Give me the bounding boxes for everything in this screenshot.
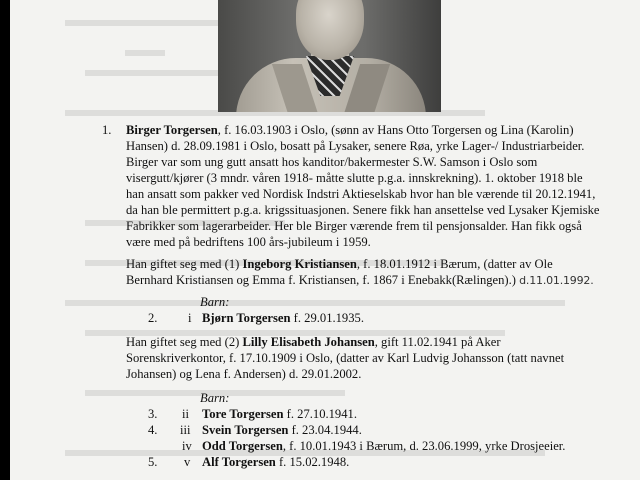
entry-line-8: være med på bedriftens 100 års-jubileum i 1959. [126, 235, 371, 249]
child-number: 2. [148, 311, 158, 325]
child-entry [202, 438, 565, 454]
child-text: f. 15.02.1948. [275, 455, 350, 469]
marriage-text: , f. 18.01.1912 i Bærum, (datter av Ole [356, 257, 553, 271]
child-entry [202, 454, 349, 470]
child-roman: iii [180, 423, 191, 437]
entry-line-2: Hansen) d. 28.09.1981 i Oslo, bosatt på Lysaker, senere Røa, yrke Lager-/ Industriarbeider. [126, 139, 585, 153]
marriage-prefix: Han giftet seg med (1) [126, 257, 243, 271]
marriage-1-line-2 [126, 272, 594, 289]
children-label: Barn: [200, 391, 230, 405]
portrait-photo [218, 0, 441, 112]
child-number: 5. [148, 455, 158, 469]
entry-line-5: han ansatt som pakker ved Nordisk Indstri Aktieselskab hvor han ble værende til 20.12.1941, [126, 187, 596, 201]
spouse-name: Ingeborg Kristiansen [242, 257, 357, 271]
marriage-prefix: Han giftet seg med (2) [126, 335, 243, 349]
child-roman: iv [182, 439, 192, 453]
child-roman: v [184, 455, 191, 469]
marriage-1-line-1 [126, 256, 553, 272]
entry-line-6: da han ble permittert p.g.a. krigssituasjonen. Senere fikk han ansettelse ved Lysaker Kjemiske [126, 203, 600, 217]
entry-number: 1. [102, 123, 112, 137]
entry-line-4: visergutt/kjører (3 mndr. våren 1918- måtte slutte p.g.a. innskrekning). 1. oktober 1918 ble [126, 171, 583, 185]
marriage-2-line-2: Sorenskriverkontor, f. 17.10.1909 i Oslo, (datter av Karl Ludvig Johansson (tatt navnet [126, 351, 565, 365]
child-name: Alf Torgersen [202, 455, 276, 469]
marriage-2-line-1 [126, 334, 501, 350]
spouse-name: Lilly Elisabeth Johansen [242, 335, 375, 349]
child-entry [202, 406, 357, 422]
marriage-text: Bernhard Kristiansen og Emma f. Kristiansen, f. 1867 i Enebakk(Rælingen).) [126, 273, 516, 287]
person-name: Birger Torgersen [126, 123, 218, 137]
child-entry [202, 422, 362, 438]
child-roman: ii [182, 407, 189, 421]
child-name: Tore Torgersen [202, 407, 284, 421]
document-page [10, 0, 640, 480]
child-roman: i [188, 311, 192, 325]
marriage-text: , gift 11.02.1941 på Aker [374, 335, 501, 349]
child-text: f. 29.01.1935. [290, 311, 364, 325]
entry-line-7: Fabrikker som lagerarbeider. Her ble Birger værende frem til pensjonsalder. Han fikk også [126, 219, 582, 233]
child-text: f. 27.10.1941. [283, 407, 357, 421]
entry-line-1 [126, 122, 574, 138]
child-text: f. 23.04.1944. [288, 423, 362, 437]
entry-line-3: Birger var som ung gutt ansatt hos kanditor/bakermester S.W. Samson i Oslo som [126, 155, 538, 169]
entry-text: , f. 16.03.1903 i Oslo, (sønn av Hans Otto Torgersen og Lina (Karolin) [217, 123, 574, 137]
child-text: , f. 10.01.1943 i Bærum, d. 23.06.1999, yrke Drosjeeier. [282, 439, 566, 453]
child-name: Bjørn Torgersen [202, 311, 291, 325]
child-entry [202, 310, 364, 326]
child-name: Svein Torgersen [202, 423, 289, 437]
children-label: Barn: [200, 295, 230, 309]
marriage-2-line-3: Johansen) og Lena f. Andersen) d. 29.01.2002. [126, 367, 362, 381]
child-number: 3. [148, 407, 158, 421]
child-number: 4. [148, 423, 158, 437]
handwritten-note: d.11.01.1992. [519, 274, 594, 287]
child-name: Odd Torgersen [202, 439, 283, 453]
